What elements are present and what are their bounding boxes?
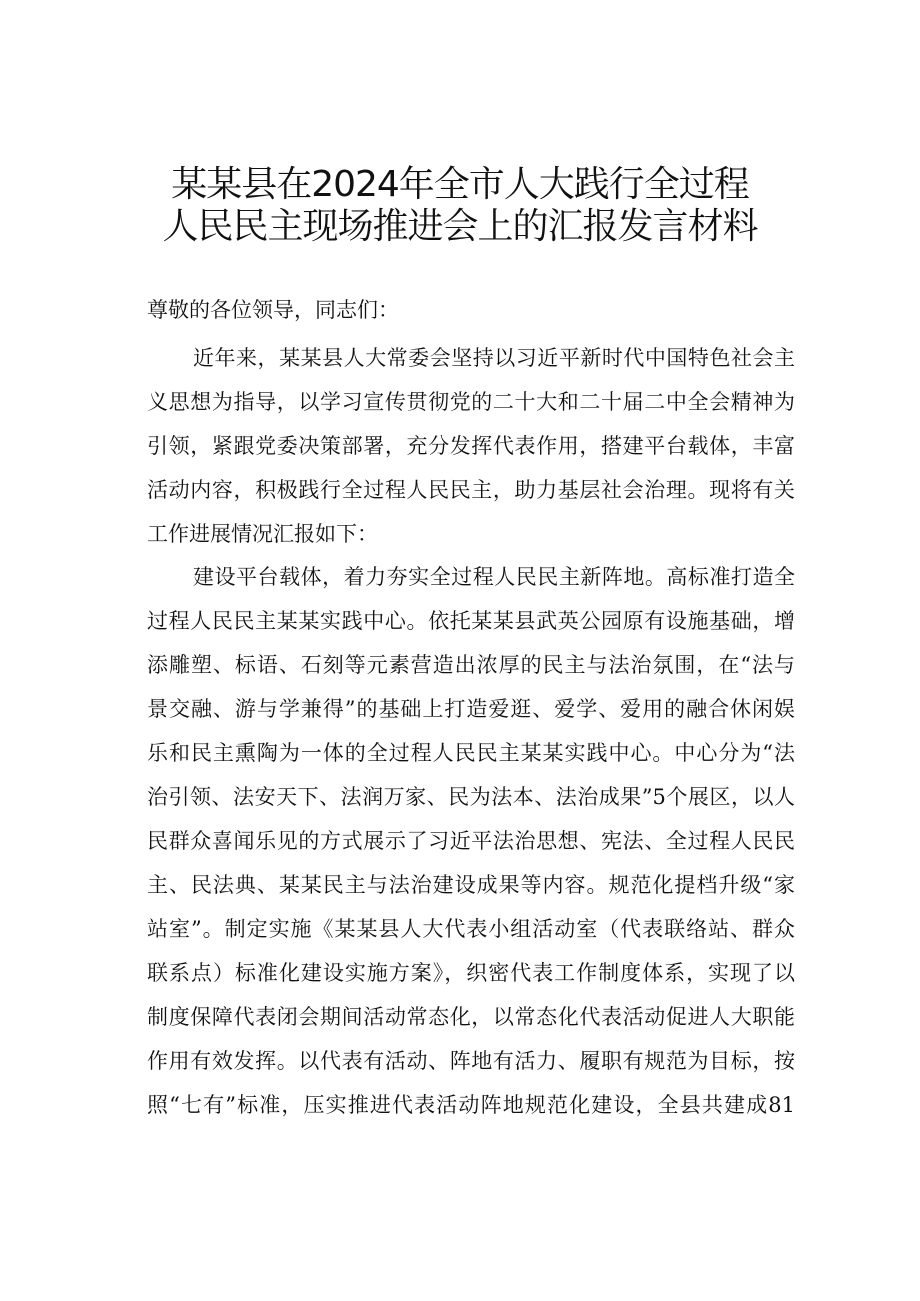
paragraph-1-line: 工作进展情况汇报如下： [147, 522, 378, 546]
paragraph-2-line: 站室”。制定实施《某某县人大代表小组活动室（代表联络站、群众 [147, 917, 795, 941]
paragraph-1-line: 义思想为指导，以学习宣传贯彻党的二十大和二十届二中全会精神为 [147, 390, 795, 414]
document-title-line-2: 人民民主现场推进会上的汇报发言材料 [162, 206, 758, 247]
paragraph-1-line: 活动内容，积极践行全过程人民民主，助力基层社会治理。现将有关 [147, 478, 795, 502]
paragraph-2-line: 添雕塑、标语、石刻等元素营造出浓厚的民主与法治氛围，在“法与 [147, 653, 795, 677]
paragraph-2-line: 主、民法典、某某民主与法治建设成果等内容。规范化提档升级“家 [147, 873, 795, 897]
paragraph-1-line: 近年来，某某县人大常委会坚持以习近平新时代中国特色社会主 [193, 346, 795, 370]
paragraph-2-line: 过程人民民主某某实践中心。依托某某县武英公园原有设施基础，增 [147, 609, 795, 633]
paragraph-2-line: 照“七有”标准，压实推进代表活动阵地规范化建设，全县共建成81 [147, 1093, 795, 1117]
paragraph-2-line: 建设平台载体，着力夯实全过程人民民主新阵地。高标准打造全 [193, 565, 795, 589]
paragraph-2-line: 乐和民主熏陶为一体的全过程人民民主某某实践中心。中心分为“法 [147, 741, 795, 765]
paragraph-1-line: 引领，紧跟党委决策部署，充分发挥代表作用，搭建平台载体，丰富 [147, 434, 795, 458]
salutation: 尊敬的各位领导，同志们： [147, 298, 399, 322]
paragraph-2-line: 制度保障代表闭会期间活动常态化，以常态化代表活动促进人大职能 [147, 1005, 795, 1029]
paragraph-2-line: 作用有效发挥。以代表有活动、阵地有活力、履职有规范为目标，按 [147, 1049, 795, 1073]
paragraph-2-line: 景交融、游与学兼得”的基础上打造爱逛、爱学、爱用的融合休闲娱 [147, 697, 795, 721]
paragraph-2-line: 联系点）标准化建设实施方案》，织密代表工作制度体系，实现了以 [147, 961, 795, 985]
paragraph-2-line: 民群众喜闻乐见的方式展示了习近平法治思想、宪法、全过程人民民 [147, 829, 795, 853]
document-title-line-1: 某某县在2024年全市人大践行全过程 [171, 164, 749, 205]
paragraph-2-line: 治引领、法安天下、法润万家、民为法本、法治成果”5个展区，以人 [147, 785, 795, 809]
